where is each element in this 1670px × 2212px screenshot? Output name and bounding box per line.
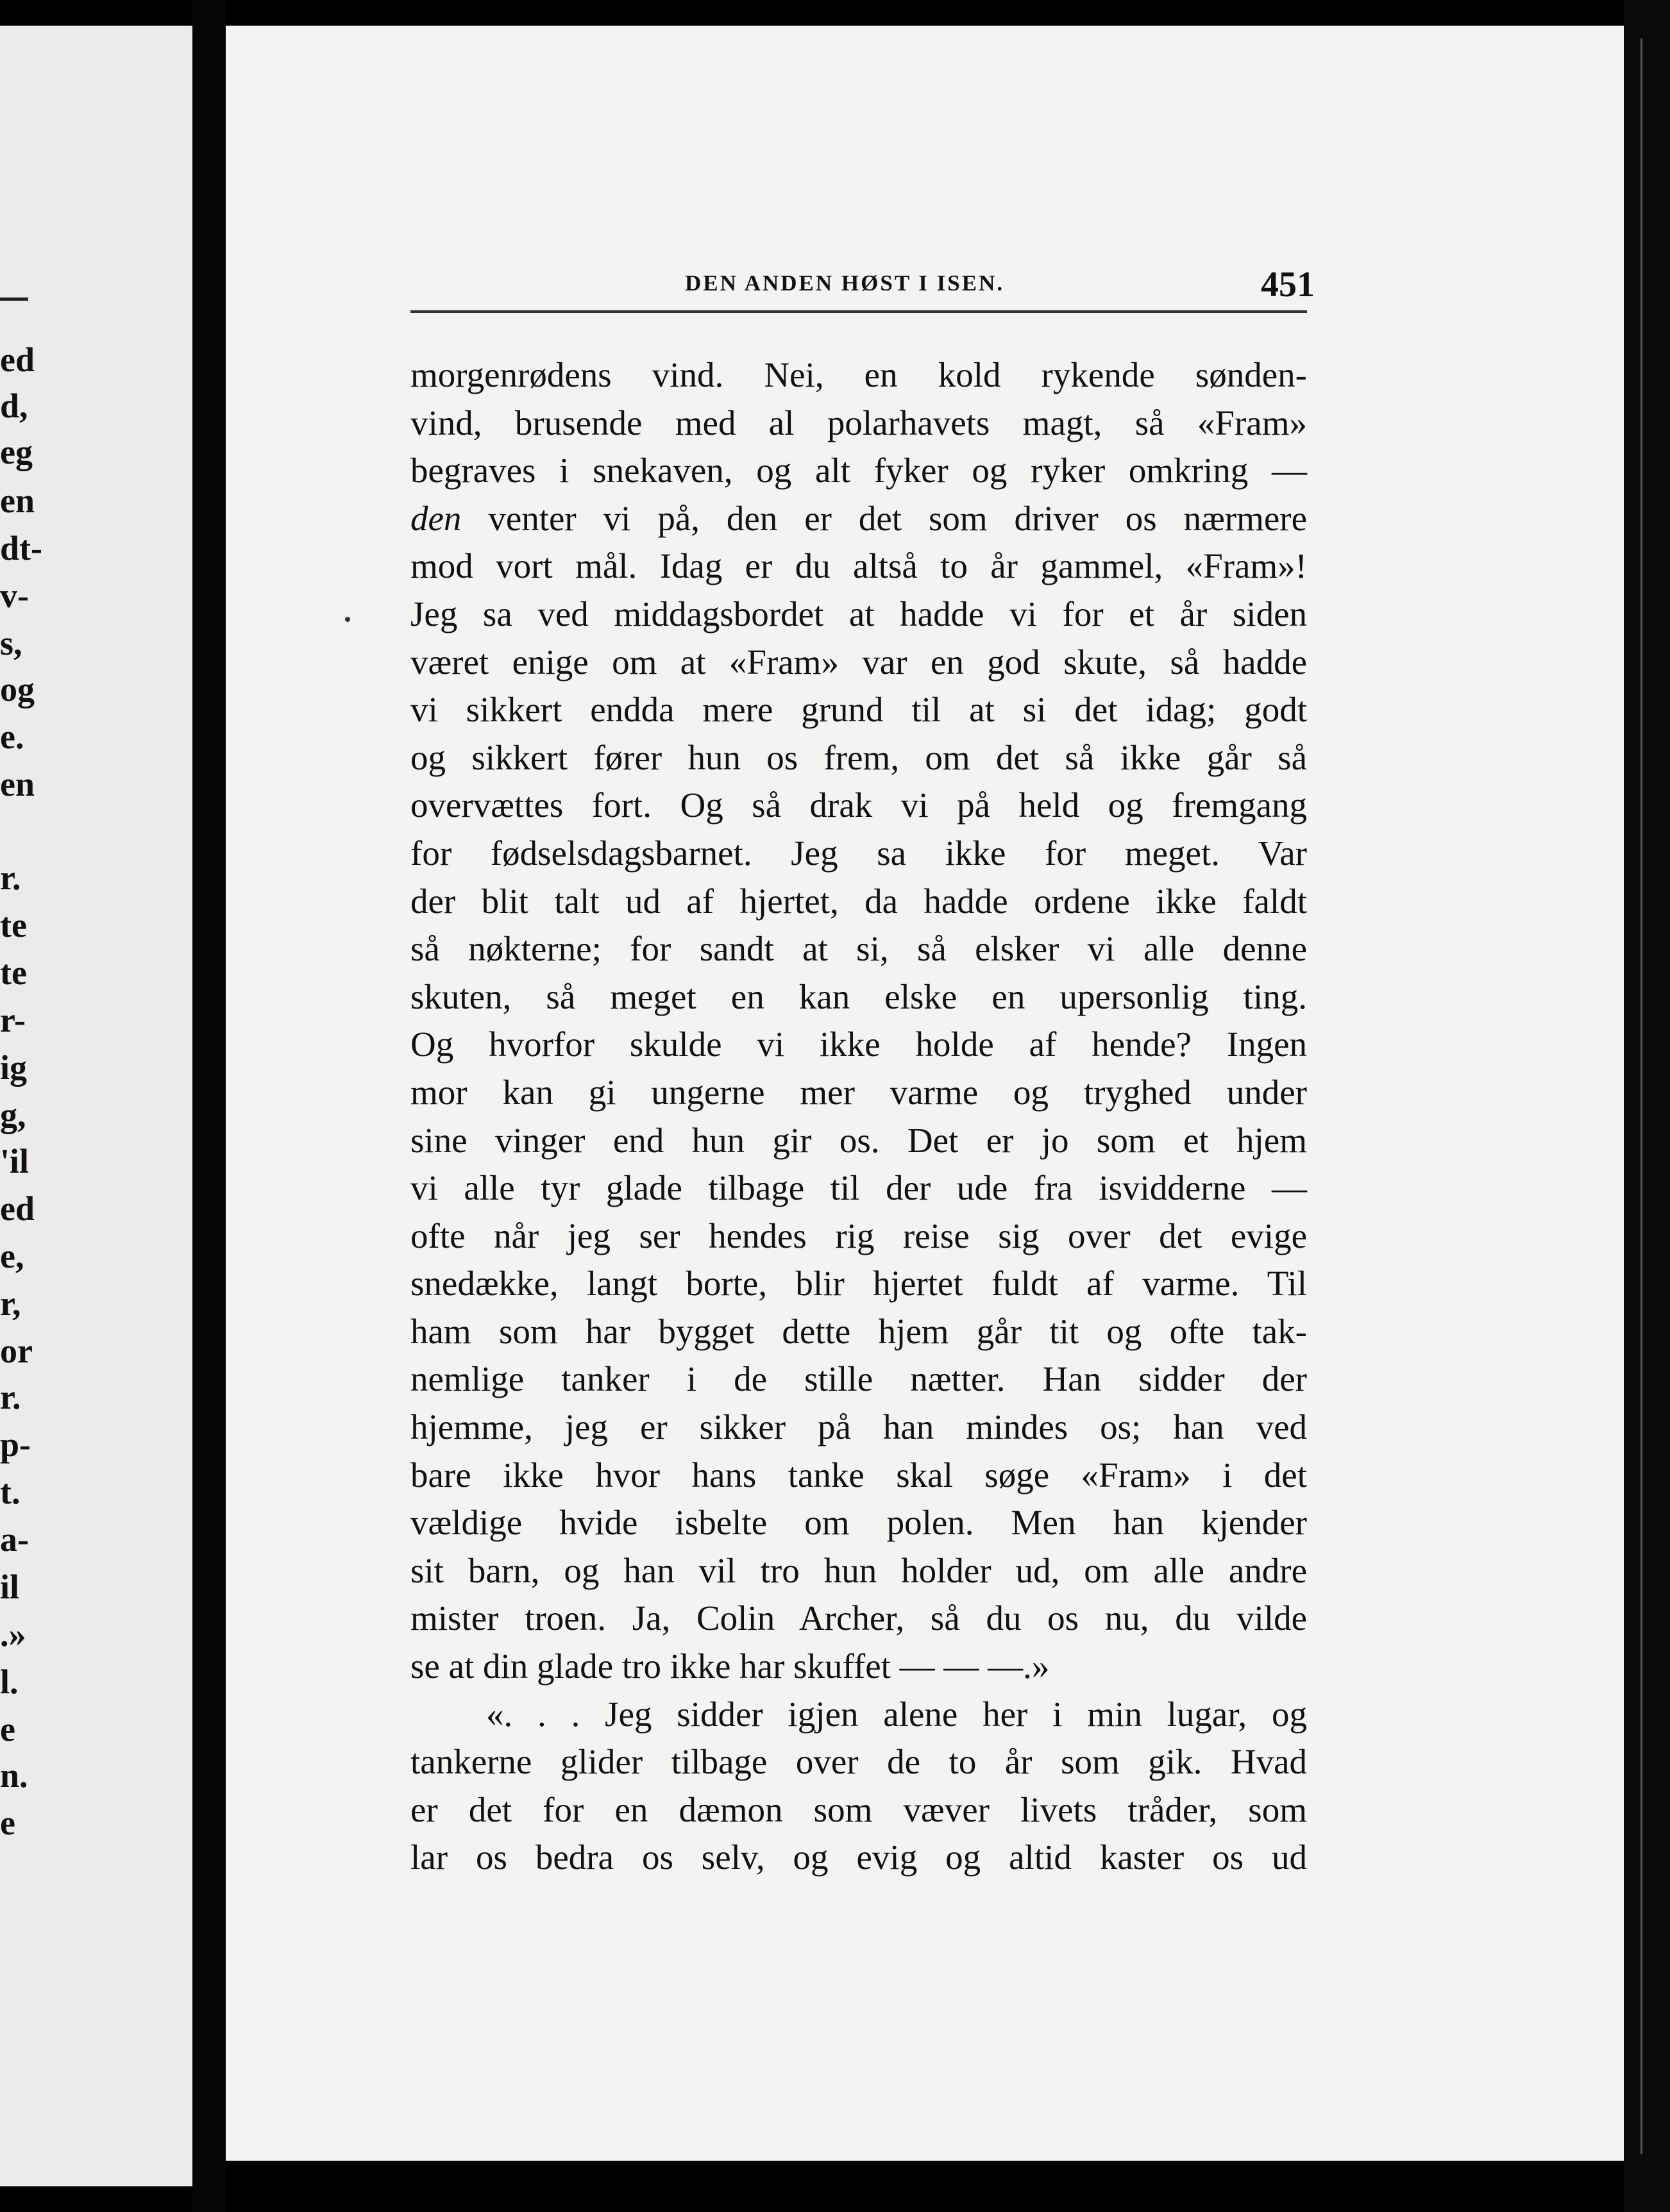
text-line <box>410 495 1307 543</box>
text-line: mod vort mål. Idag er du altså to år gammel, «Fram»! <box>410 546 1307 586</box>
previous-page-fragment: te <box>0 906 27 944</box>
previous-page-fragment: or <box>0 1332 33 1370</box>
text-line: er det for en dæmon som væver livets tråder, som <box>410 1789 1307 1829</box>
text-line: skuten, så meget en kan elske en upersonlig ting. <box>410 976 1307 1016</box>
text-line: bare ikke hvor hans tanke skal søge «Fram» i det <box>410 1455 1307 1495</box>
header-rule <box>410 310 1307 313</box>
previous-page-fragment: r. <box>0 859 21 897</box>
text-line: vi alle tyr glade tilbage til der ude fra isvidderne — <box>410 1168 1307 1208</box>
previous-page-fragment: p- <box>0 1425 31 1464</box>
previous-page-fragment: v- <box>0 576 29 615</box>
page-edge <box>1624 0 1670 2212</box>
print-speck <box>345 617 350 622</box>
text-line: vind, brusende med al polarhavets magt, så «Fram» <box>410 403 1307 442</box>
text-line: morgenrødens vind. Nei, en kold rykende sønden- <box>410 355 1307 394</box>
text-line: overvættes fort. Og så drak vi på held og fremgang <box>410 785 1307 825</box>
text-line: mor kan gi ungerne mer varme og tryghed under <box>410 1072 1307 1112</box>
text-line: sit barn, og han vil tro hun holder ud, om alle andre <box>410 1550 1307 1590</box>
previous-page-fragment: og <box>0 670 35 708</box>
text-line: Og hvorfor skulde vi ikke holde af hende? Ingen <box>410 1025 1307 1064</box>
italic-word: den <box>410 498 462 538</box>
previous-page-fragment: r. <box>0 1378 21 1416</box>
previous-page-fragment: ed <box>0 340 35 379</box>
text-line: vældige hvide isbelte om polen. Men han kjender <box>410 1503 1307 1543</box>
text-line: lar os bedra os selv, og evig og altid kaster os ud <box>410 1838 1307 1877</box>
previous-page-fragment: e, <box>0 1237 24 1275</box>
previous-page-fragment: r- <box>0 1001 26 1039</box>
text-line: ofte når jeg ser hendes rig reise sig over det evige <box>410 1216 1307 1255</box>
text-line: ham som har bygget dette hjem går tit og ofte tak- <box>410 1311 1307 1351</box>
previous-page-fragment: ed <box>0 1189 35 1228</box>
text-line: været enige om at «Fram» var en god skute, så hadde <box>410 642 1307 682</box>
text-line: se at din glade tro ikke har skuffet — — —.» <box>410 1646 1050 1686</box>
text-line: vi sikkert endda mere grund til at si det idag; godt <box>410 690 1307 730</box>
text-line: mister troen. Ja, Colin Archer, så du os nu, du vilde <box>410 1598 1307 1638</box>
previous-page-fragment: e <box>0 1710 15 1748</box>
previous-page-fragment: eg <box>0 433 33 471</box>
book-gutter <box>192 0 226 2212</box>
previous-page-fragment: e. <box>0 717 24 756</box>
body-text <box>410 351 1307 1882</box>
text-line: og sikkert fører hun os frem, om det så ikke går så <box>410 737 1307 777</box>
page-number: 451 <box>1261 265 1315 305</box>
text-line: for fødselsdagsbarnet. Jeg sa ikke for meget. Var <box>410 833 1307 873</box>
text-line: begraves i snekaven, og alt fyker og ryker omkring — <box>410 451 1307 490</box>
previous-page-fragment: il <box>0 1568 20 1606</box>
previous-page-fragment: s, <box>0 624 22 662</box>
previous-page-fragment: t. <box>0 1473 21 1511</box>
previous-page-fragment: g, <box>0 1096 26 1134</box>
previous-page-fragment: te <box>0 953 27 992</box>
text-line: tankerne glider tilbage over de to år som gik. Hvad <box>410 1742 1307 1782</box>
previous-page-fragment: n. <box>0 1756 28 1795</box>
previous-page <box>0 26 192 2186</box>
text-line-rest: venter vi på, den er det som driver os nærmere <box>488 498 1307 538</box>
previous-page-fragment: .» <box>0 1615 26 1654</box>
text-line: hjemme, jeg er sikker på han mindes os; han ved <box>410 1407 1307 1447</box>
text-line: så nøkterne; for sandt at si, så elsker vi alle denne <box>410 929 1307 969</box>
running-head: DEN ANDEN HØST I ISEN. <box>685 271 1005 296</box>
previous-page-fragment: ig <box>0 1048 28 1087</box>
text-line: der blit talt ud af hjertet, da hadde ordene ikke faldt <box>410 881 1307 921</box>
previous-page-fragment: a- <box>0 1520 29 1559</box>
text-line: snedække, langt borte, blir hjertet fuldt af varme. Til <box>410 1264 1307 1303</box>
text-line: nemlige tanker i de stille nætter. Han sidder der <box>410 1359 1307 1399</box>
text-line: Jeg sa ved middagsbordet at hadde vi for et år siden <box>410 594 1307 633</box>
previous-page-header-rule <box>0 297 28 301</box>
previous-page-fragment: l. <box>0 1663 19 1701</box>
previous-page-fragment: r, <box>0 1284 21 1323</box>
previous-page-fragment: dt- <box>0 529 42 567</box>
previous-page-fragment: e <box>0 1804 15 1842</box>
text-line: sine vinger end hun gir os. Det er jo som et hjem <box>410 1120 1307 1160</box>
previous-page-fragment: d, <box>0 387 28 425</box>
text-line: «. . . Jeg sidder igjen alene her i min lugar, og <box>486 1694 1307 1734</box>
previous-page-fragment: 'il <box>0 1142 30 1180</box>
previous-page-fragment: en <box>0 765 35 803</box>
previous-page-fragment: en <box>0 482 35 520</box>
